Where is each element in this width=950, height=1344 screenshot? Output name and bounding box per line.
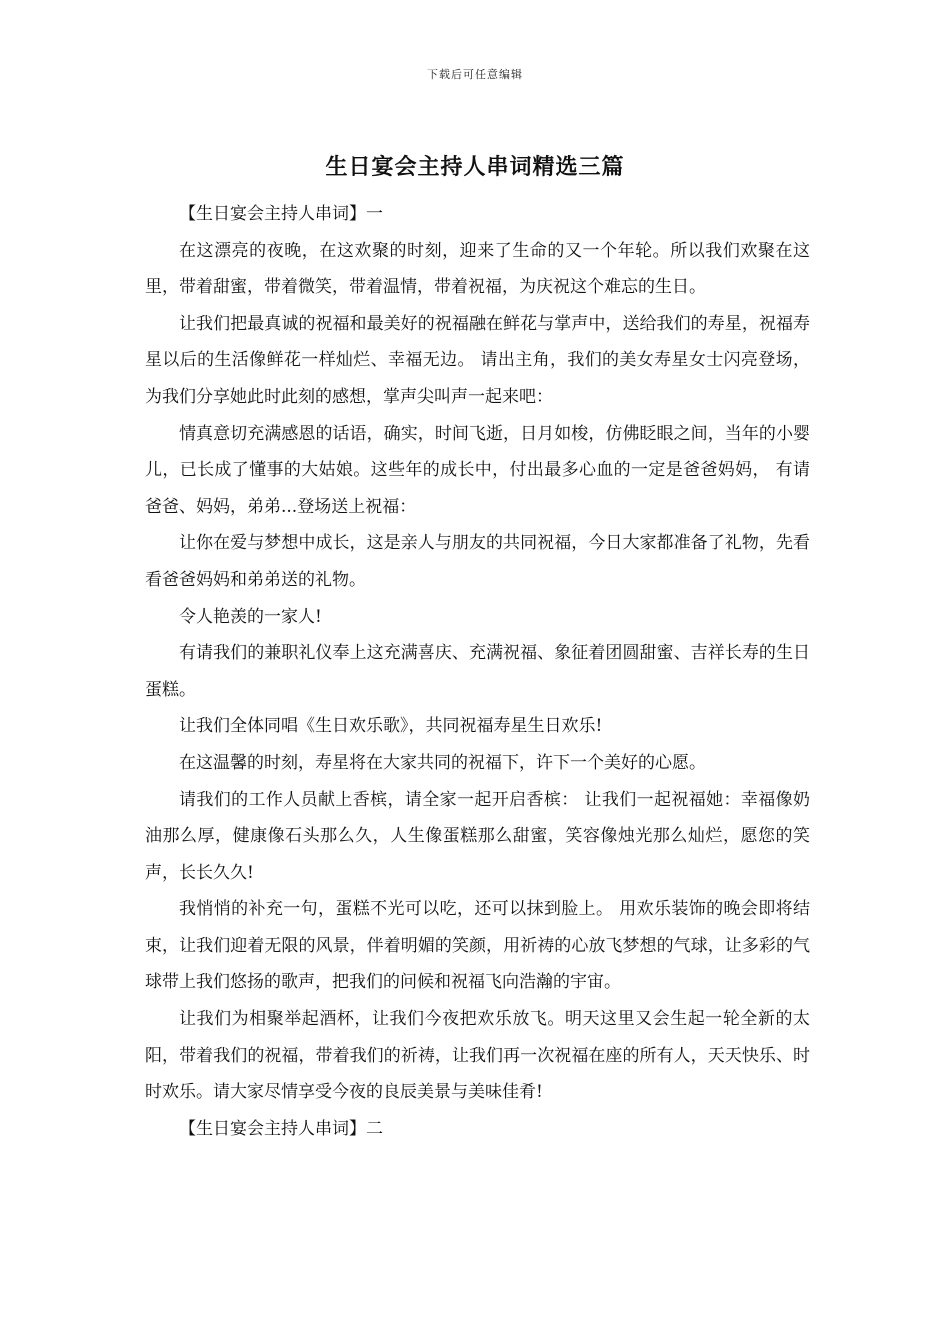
paragraph: 请我们的工作人员献上香槟，请全家一起开启香槟： 让我们一起祝福她：幸福像奶油那么厚，健康像石头那么久，人生像蛋糕那么甜蜜，笑容像烛光那么灿烂，愿您的笑声，长长久久! bbox=[145, 789, 810, 883]
section-heading-1: 【生日宴会主持人串词】一 bbox=[179, 204, 383, 224]
paragraph: 让我们把最真诚的祝福和最美好的祝福融在鲜花与掌声中，送给我们的寿星，祝福寿星以后的生活像鲜花一样灿烂、幸福无边。 请出主角，我们的美女寿星女士闪亮登场，为我们分享她此时此刻的感想，掌声尖叫声一起来吧： bbox=[145, 313, 810, 407]
paragraph: 令人艳羡的一家人! bbox=[179, 606, 322, 627]
document-title: 生日宴会主持人串词精选三篇 bbox=[325, 154, 625, 180]
paragraph: 让我们为相聚举起酒杯，让我们今夜把欢乐放飞。明天这里又会生起一轮全新的太阳，带着我们的祝福，带着我们的祈祷，让我们再一次祝福在座的所有人，天天快乐、时时欢乐。请大家尽情享受今夜的良辰美景与美味佳肴! bbox=[145, 1009, 810, 1103]
paragraph: 我悄悄的补充一句，蛋糕不光可以吃，还可以抹到脸上。 用欢乐装饰的晚会即将结束，让我们迎着无限的风景，伴着明媚的笑颜，用祈祷的心放飞梦想的气球，让多彩的气球带上我们悠扬的歌声，把我们的问候和祝福飞向浩瀚的宇宙。 bbox=[145, 899, 810, 993]
document-body bbox=[145, 196, 810, 1147]
paragraph: 在这温馨的时刻，寿星将在大家共同的祝福下，许下一个美好的心愿。 bbox=[179, 752, 706, 773]
paragraph: 在这漂亮的夜晚，在这欢聚的时刻，迎来了生命的又一个年轮。所以我们欢聚在这里，带着甜蜜，带着微笑，带着温情，带着祝福，为庆祝这个难忘的生日。 bbox=[145, 240, 810, 298]
paragraph: 让我们全体同唱《生日欢乐歌》，共同祝福寿星生日欢乐! bbox=[179, 716, 603, 737]
paragraph: 有请我们的兼职礼仪奉上这充满喜庆、充满祝福、象征着团圆甜蜜、吉祥长寿的生日蛋糕。 bbox=[145, 643, 810, 700]
paragraph: 情真意切充满感恩的话语，确实，时间飞逝，日月如梭，仿佛眨眼之间，当年的小婴儿，已长成了懂事的大姑娘。这些年的成长中，付出最多心血的一定是爸爸妈妈， 有请爸爸、妈妈，弟弟...登场送上祝福： bbox=[145, 423, 810, 517]
section-heading-2: 【生日宴会主持人串词】二 bbox=[179, 1118, 383, 1139]
header-note: 下载后可任意编辑 bbox=[427, 68, 523, 81]
paragraph: 让你在爱与梦想中成长，这是亲人与朋友的共同祝福，今日大家都准备了礼物，先看看爸爸妈妈和弟弟送的礼物。 bbox=[145, 533, 810, 590]
